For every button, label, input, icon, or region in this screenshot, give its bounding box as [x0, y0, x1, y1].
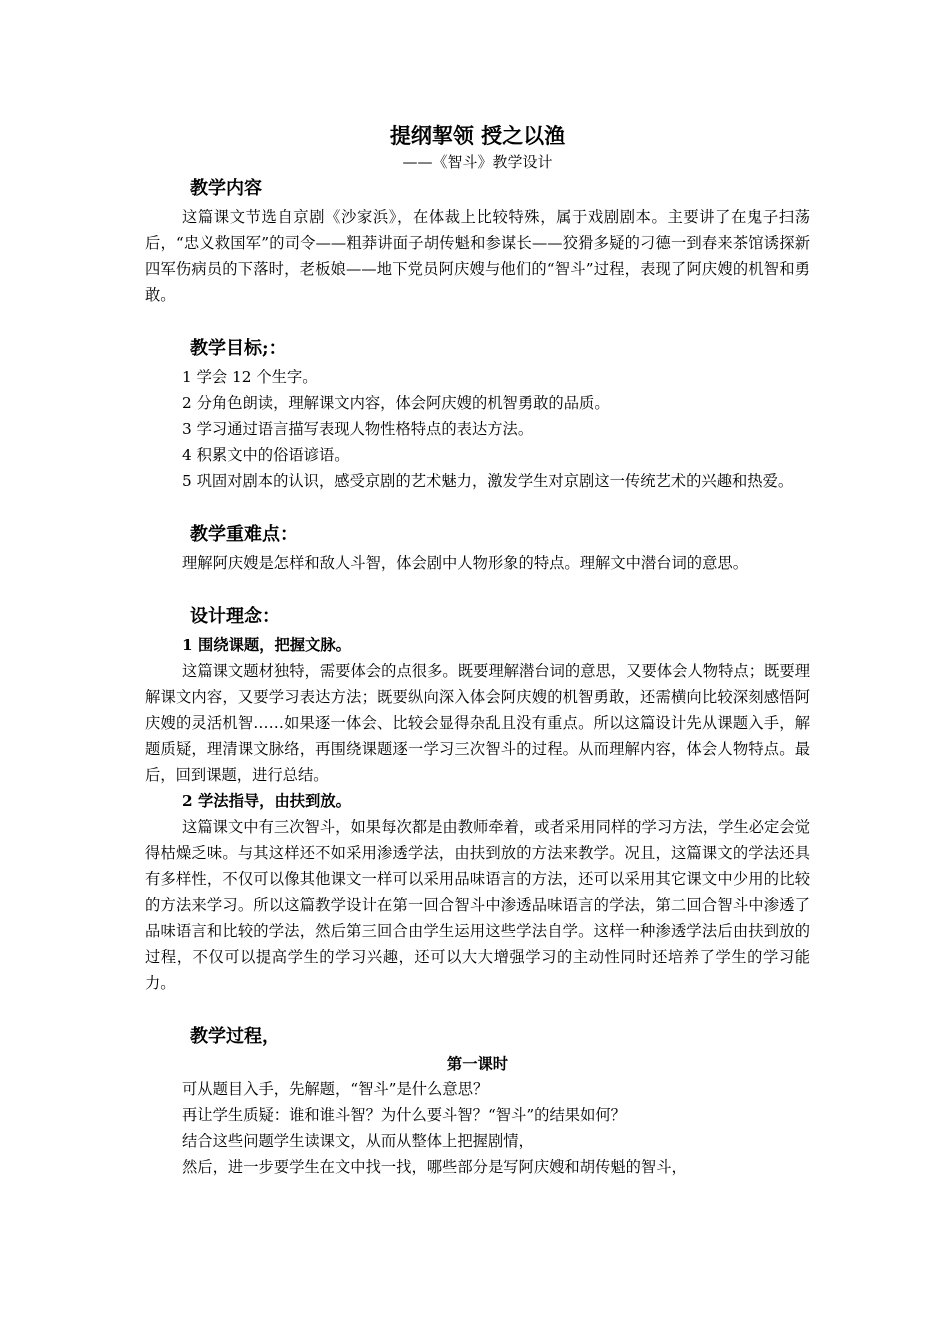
process-line: 然后，进一步要学生在文中找一找，哪些部分是写阿庆嫂和胡传魁的智斗，: [182, 1158, 687, 1176]
goal-item: 4 积累文中的俗语谚语。: [182, 446, 350, 464]
document-title: 提纲挈领 授之以渔: [389, 123, 566, 148]
document-subtitle: ——《智斗》教学设计: [402, 153, 553, 171]
process-line: 结合这些问题学生读课文，从而从整体上把握剧情，: [182, 1132, 534, 1150]
goal-item: 5 巩固对剧本的认识，感受京剧的艺术魅力，激发学生对京剧这一传统艺术的兴趣和热爱。: [182, 472, 794, 490]
process-line: 再让学生质疑：谁和谁斗智？为什么要斗智？“智斗”的结果如何？: [182, 1106, 626, 1124]
philosophy-subheading-1: 1 围绕课题，把握文脉。: [182, 636, 351, 654]
lesson-title: 第一课时: [446, 1055, 509, 1073]
section-heading-key-points: 教学重难点：: [190, 524, 298, 545]
goal-item: 1 学会 12 个生字。: [182, 368, 318, 386]
process-line: 可从题目入手，先解题，“智斗”是什么意思？: [182, 1080, 489, 1098]
section-heading-process: 教学过程，: [190, 1026, 280, 1047]
document-page: [145, 120, 810, 1180]
philosophy-subheading-2: 2 学法指导，由扶到放。: [182, 792, 351, 810]
content-paragraph: 这篇课文节选自京剧《沙家浜》，在体裁上比较特殊，属于戏剧剧本。主要讲了在鬼子扫荡后，“忠义救国军”的司令——粗莽讲面子胡传魁和参谋长——狡猾多疑的刁德一到春来茶馆诱探新四军伤病员的下落时，老板娘——地下党员阿庆嫂与他们的“智斗”过程，表现了阿庆嫂的机智和勇敢。: [145, 208, 810, 304]
philosophy-paragraph-1: 这篇课文题材独特，需要体会的点很多。既要理解潜台词的意思，又要体会人物特点；既要理解课文内容，又要学习表达方法；既要纵向深入体会阿庆嫂的机智勇敢，还需横向比较深刻感悟阿庆嫂的灵活机智……如果逐一体会、比较会显得杂乱且没有重点。所以这篇设计先从课题入手，解题质疑，理清课文脉络，再围绕课题逐一学习三次智斗的过程。从而理解内容，体会人物特点。最后，回到课题，进行总结。: [145, 662, 810, 784]
philosophy-paragraph-2: 这篇课文中有三次智斗，如果每次都是由教师牵着，或者采用同样的学习方法，学生必定会觉得枯燥乏味。与其这样还不如采用渗透学法，由扶到放的方法来教学。况且，这篇课文的学法还具有多样性，不仅可以像其他课文一样可以采用品味语言的方法，还可以采用其它课文中少用的比较的方法来学习。所以这篇教学设计在第一回合智斗中渗透品味语言的学法，第二回合智斗中渗透了品味语言和比较的学法，然后第三回合由学生运用这些学法自学。这样一种渗透学法后由扶到放的过程，不仅可以提高学生的学习兴趣，还可以大大增强学习的主动性同时还培养了学生的学习能力。: [145, 818, 810, 992]
key-points-paragraph: 理解阿庆嫂是怎样和敌人斗智，体会剧中人物形象的特点。理解文中潜台词的意思。: [182, 554, 748, 572]
section-heading-goals: 教学目标;：: [190, 338, 287, 359]
section-heading-content: 教学内容: [190, 178, 262, 199]
goal-item: 2 分角色朗读，理解课文内容，体会阿庆嫂的机智勇敢的品质。: [182, 394, 610, 412]
section-heading-philosophy: 设计理念：: [190, 606, 280, 627]
goal-item: 3 学习通过语言描写表现人物性格特点的表达方法。: [182, 420, 534, 438]
